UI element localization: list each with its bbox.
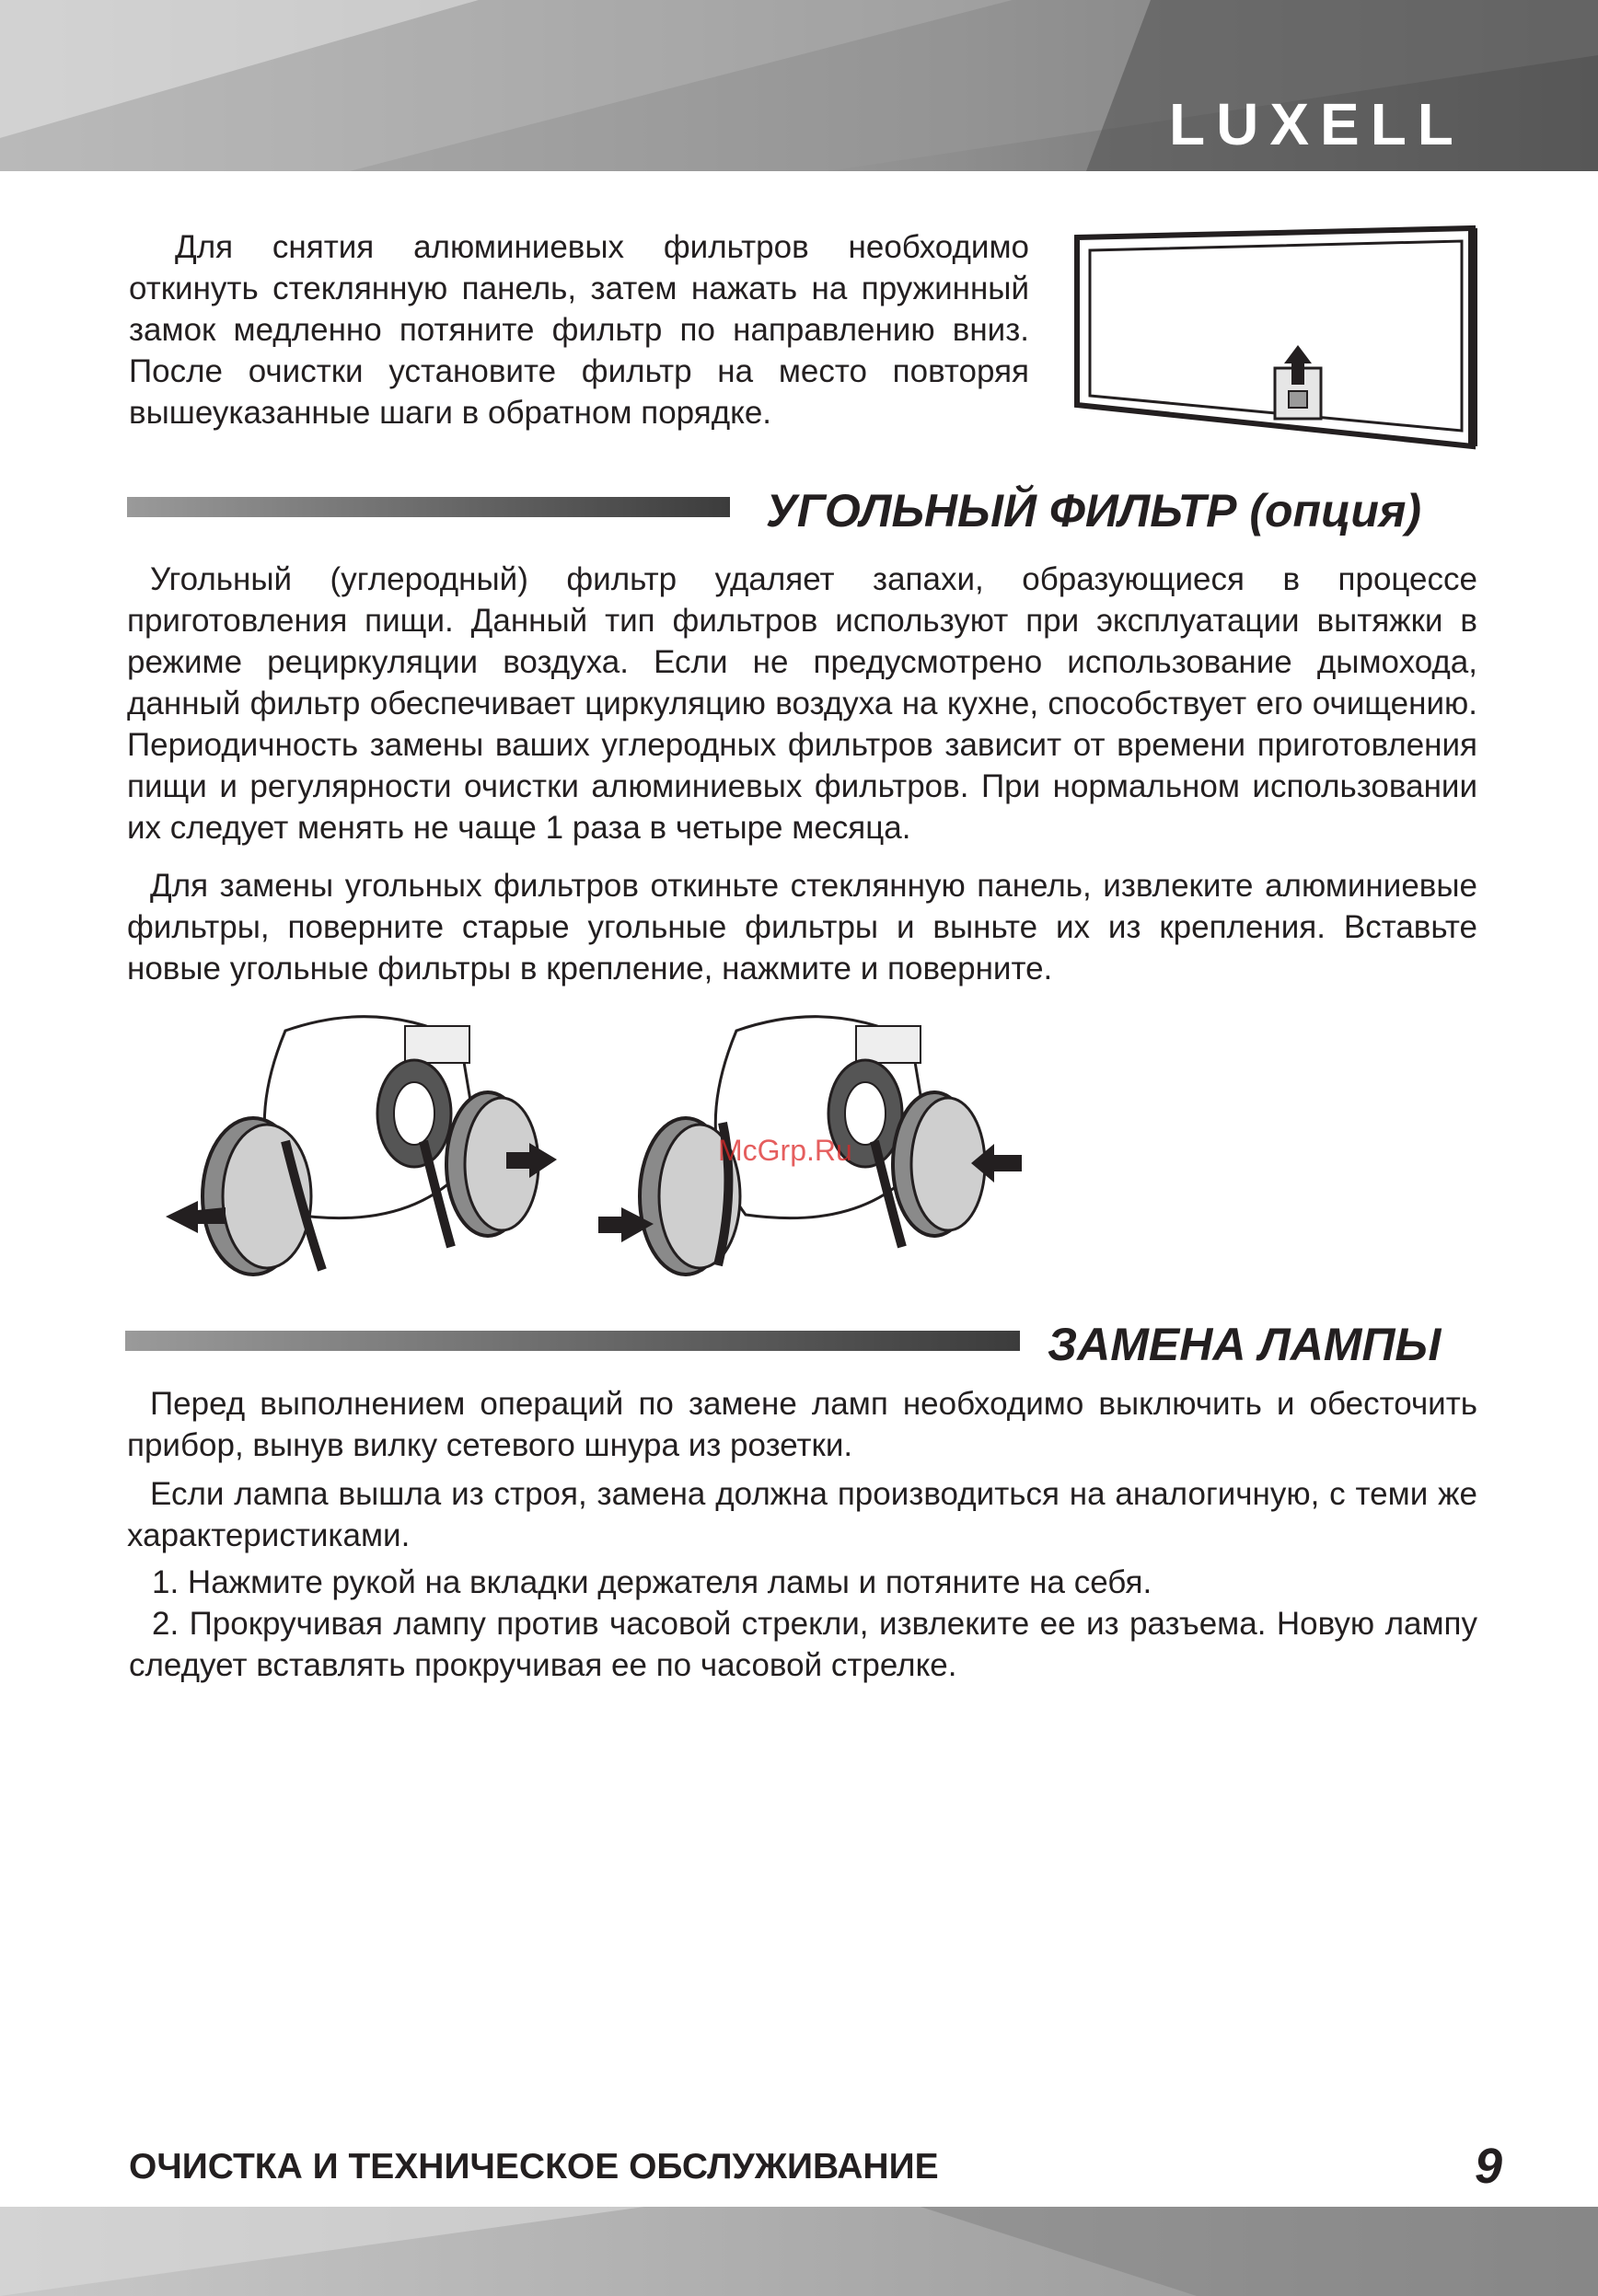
lamp-steps-list [129, 1562, 1477, 1686]
lamp-paragraph-2: Если лампа вышла из строя, замена должна производиться на аналогичную, с теми же характеристиками. [127, 1476, 1477, 1553]
aluminium-filter-illustration [1068, 221, 1482, 451]
carbon-heading-bar [127, 497, 730, 517]
lamp-heading-bar [125, 1331, 1020, 1351]
brand-logo: LUXELL [1169, 91, 1465, 157]
lamp-step: 1. Нажмите рукой на вкладки держателя ламы и потяните на себя. [152, 1564, 1152, 1600]
lamp-step: 2. Прокручивая лампу против часовой стрекли, извлеките ее из разъема. Новую лампу следует вставлять прокручивая ее по часовой стрелке. [129, 1606, 1477, 1683]
carbon-paragraph-1: Угольный (углеродный) фильтр удаляет запахи, образующиеся в процессе приготовления пищи. Данный тип фильтров используют при эксплуатации вытяжки в режиме рециркуляции воздуха. Если не предусмотрено использование дымохода, данный фильтр обеспечивает циркуляцию воздуха на кухне, способствует его очищению. Периодичность замены ваших углеродных фильтров зависит от времени приготовления пищи и регулярности очистки алюминиевых фильтров. При нормальном использовании их следует менять не чаще 1 раза в четыре месяца. [127, 561, 1477, 846]
footer-band [0, 2207, 1598, 2296]
carbon-section-title: УГОЛЬНЫЙ ФИЛЬТР (опция) [766, 485, 1422, 537]
carbon-paragraph-2: Для замены угольных фильтров откиньте стеклянную панель, извлеките алюминиевые фильтры, поверните старые угольные фильтры и выньте их из крепления. Вставьте новые угольные фильтры в крепление, нажмите и поверните. [127, 868, 1477, 986]
page-number: 9 [1475, 2139, 1503, 2194]
watermark-text: McGrp.Ru [718, 1134, 852, 1167]
carbon-filter-removal-illustration [147, 1003, 571, 1288]
footer-section-title: ОЧИСТКА И ТЕХНИЧЕСКОЕ ОБСЛУЖИВАНИЕ [129, 2147, 939, 2186]
lamp-section-title: ЗАМЕНА ЛАМПЫ [1048, 1319, 1442, 1370]
intro-paragraph: Для снятия алюминиевых фильтров необходимо откинуть стеклянную панель, затем нажать на пружинный замок медленно потяните фильтр по направлению вниз. После очистки установите фильтр на место повторяя вышеуказанные шаги в обратном порядке. [129, 229, 1029, 431]
lamp-paragraph-1: Перед выполнением операций по замене ламп необходимо выключить и обесточить прибор, вынув вилку сетевого шнура из розетки. [127, 1386, 1477, 1463]
